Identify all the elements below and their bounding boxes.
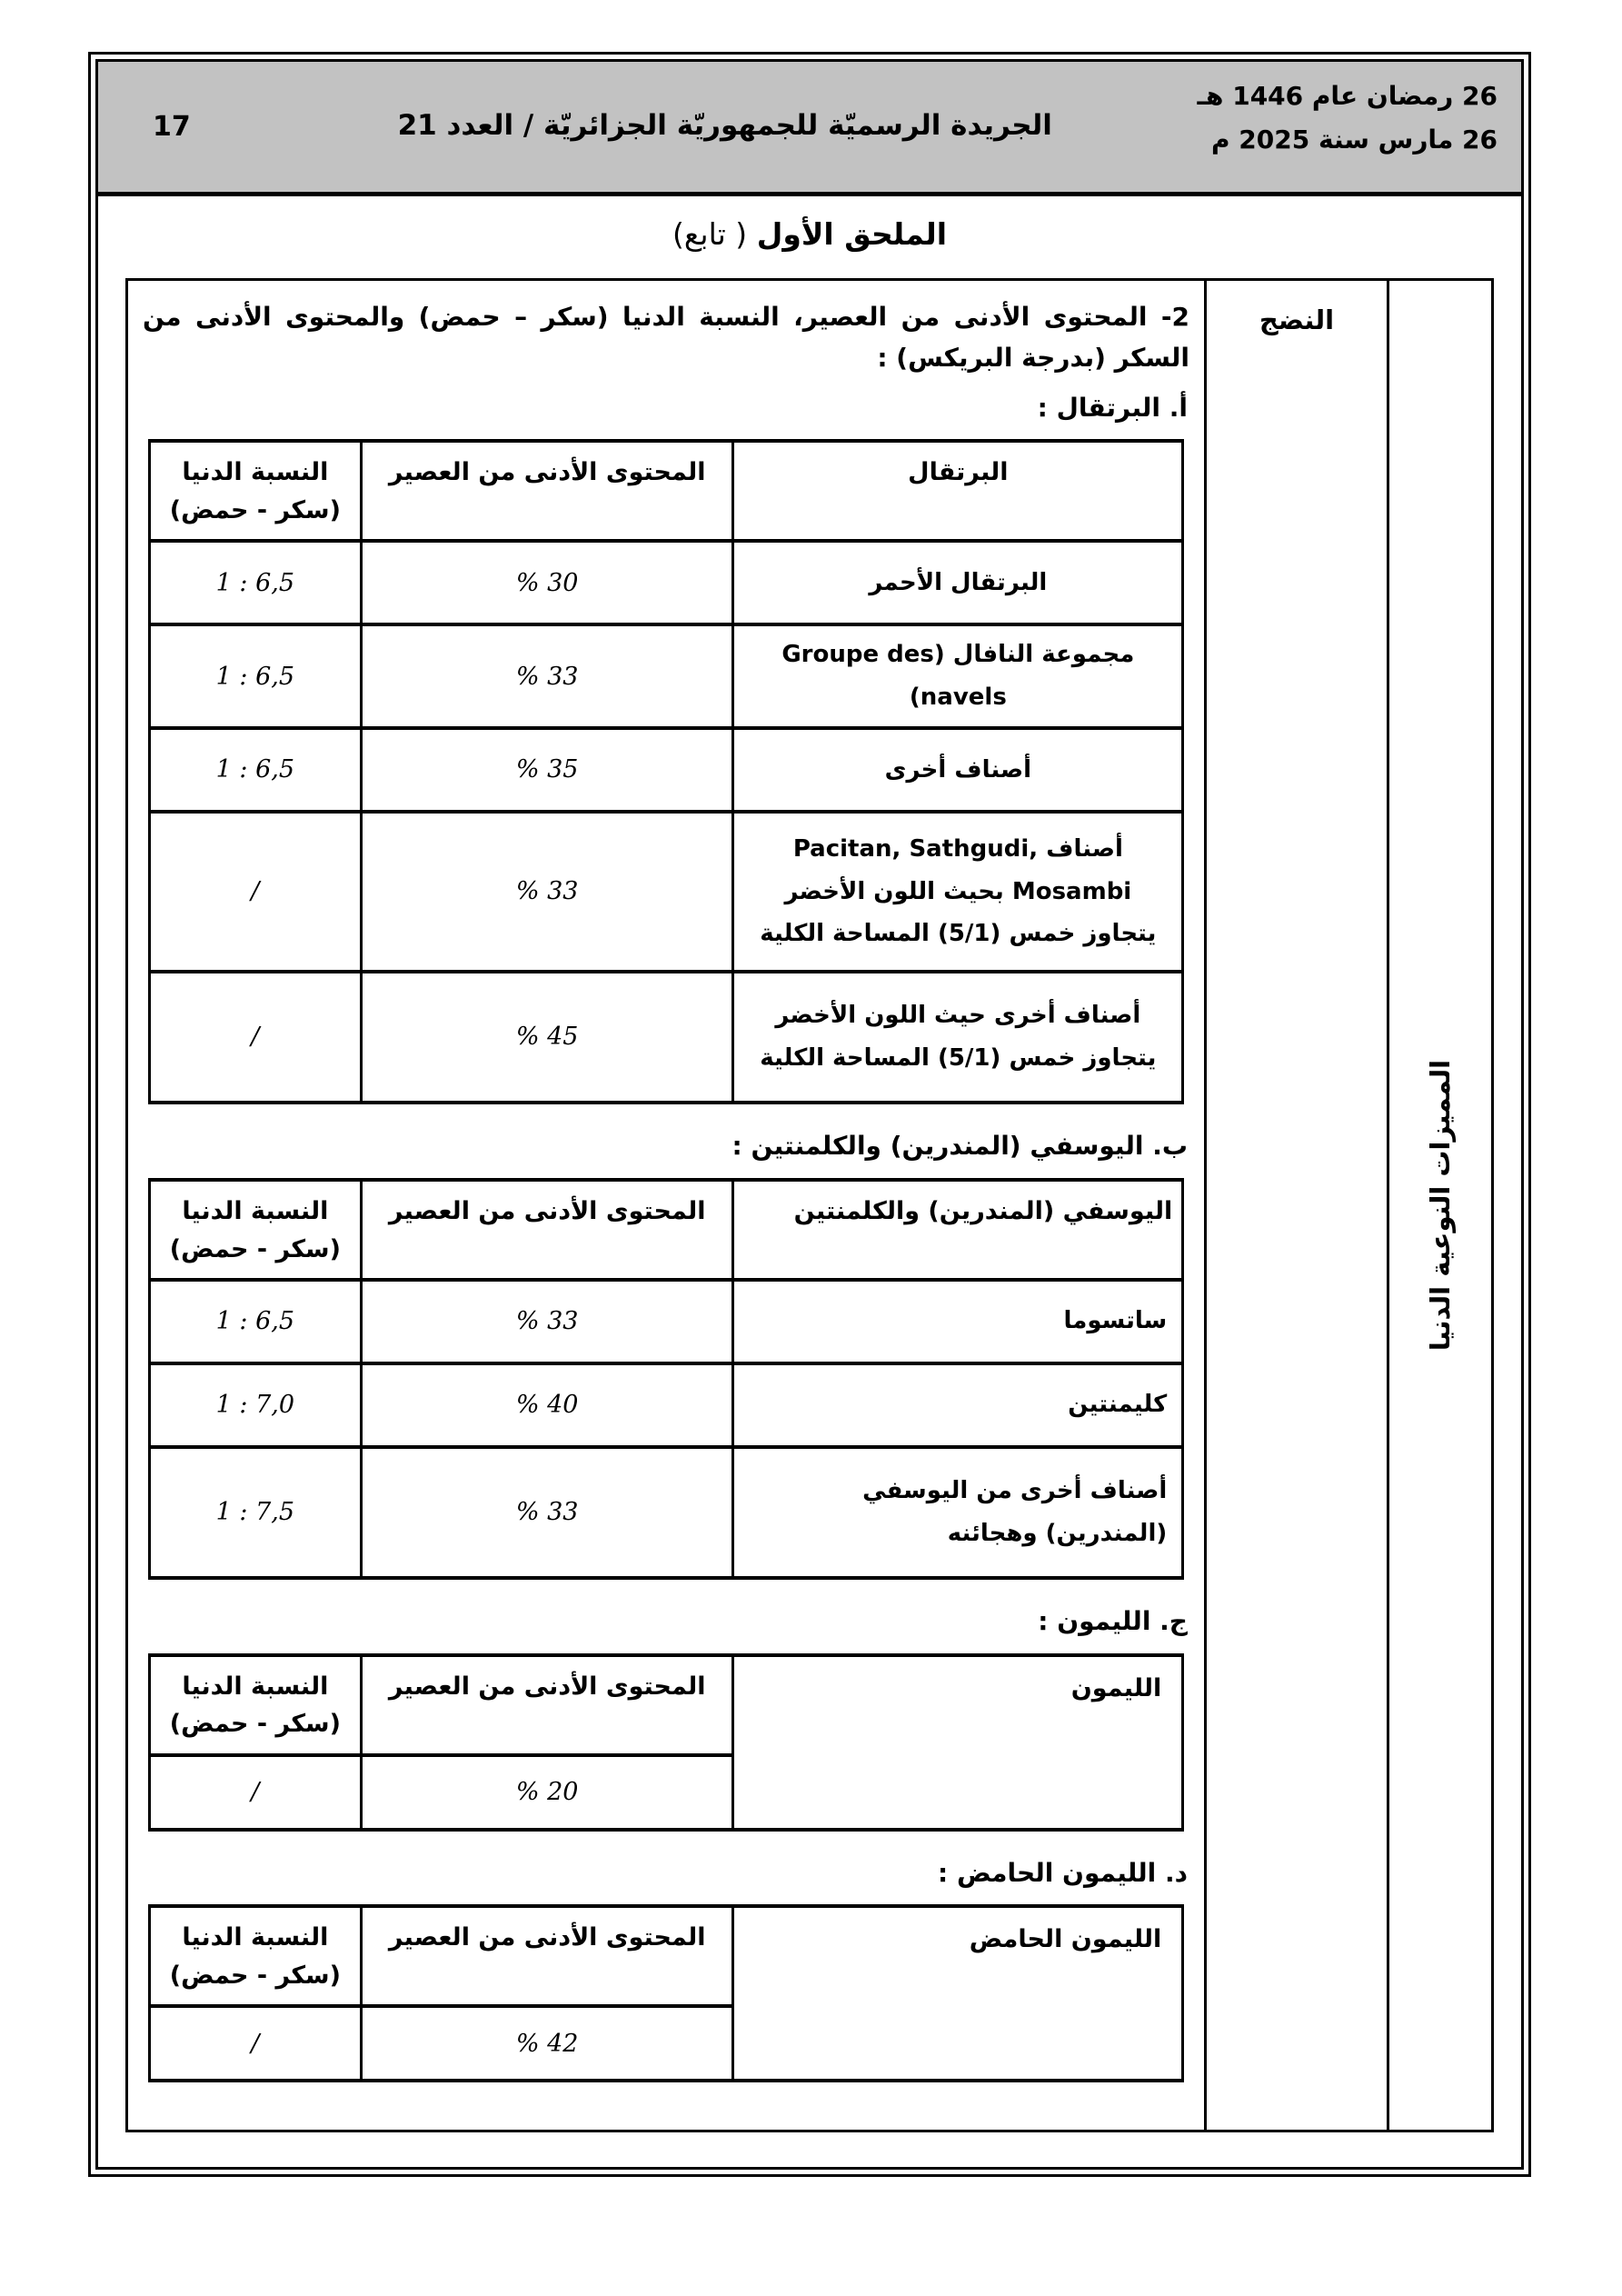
- content-cell: [128, 281, 1204, 2130]
- table-row: [149, 728, 1182, 812]
- gregorian-date: 26 مارس سنة 2025 م: [1211, 124, 1498, 155]
- page-frame-inner: [95, 59, 1524, 2170]
- section-b-title: ب. اليوسفي (المندرين) والكلمنتين :: [731, 1130, 1188, 1161]
- oranges-table: [148, 439, 1184, 1104]
- ratio-value-cell: 1 : 6,5: [149, 728, 361, 812]
- section-d-title: د. الليمون الحامض :: [938, 1857, 1188, 1888]
- table-row: [149, 541, 1182, 624]
- quality-row-group-label: المميزات النوعية الدنيا: [1425, 1059, 1456, 1352]
- ratio-value-cell: /: [149, 2006, 361, 2081]
- juice-value-cell: % 20: [361, 1755, 732, 1830]
- column-header-juice: المحتوى الأدنى من العصير: [361, 1906, 732, 2006]
- annex-title-continuation: ( تابع): [672, 216, 748, 252]
- ratio-value-cell: /: [149, 812, 361, 972]
- fruit-category-cell: مجموعة النافال (Groupe des navels): [733, 624, 1183, 728]
- juice-value-cell: % 33: [361, 1280, 732, 1363]
- column-header-juice: المحتوى الأدنى من العصير: [361, 1180, 732, 1280]
- issue-dates: [1197, 62, 1521, 192]
- intro-line-2: السكر (بدرجة البريكس) :: [877, 342, 1189, 373]
- column-header-juice: المحتوى الأدنى من العصير: [361, 441, 732, 541]
- juice-value-cell: % 33: [361, 1447, 732, 1578]
- juice-value-cell: % 45: [361, 972, 732, 1103]
- header-row: [149, 1655, 1182, 1755]
- annex-title: [98, 216, 1521, 264]
- ratio-value-cell: 1 : 6,5: [149, 541, 361, 624]
- fruit-category-cell: أصناف أخرى من اليوسفي (المندرين) وهجائنه: [733, 1447, 1183, 1578]
- table-row: [149, 972, 1182, 1103]
- journal-title: الجريدة الرسميّة للجمهوريّة الجزائريّة / العدد 21: [397, 108, 1052, 142]
- ratio-value-cell: /: [149, 972, 361, 1103]
- juice-value-cell: % 35: [361, 728, 732, 812]
- page-frame: [88, 52, 1531, 2177]
- annex-title-main: الملحق الأول: [756, 216, 948, 252]
- limes-table: [148, 1904, 1184, 2082]
- fruit-category-cell: أصناف أخرى حيث اللون الأخضر يتجاوز خمس (5/1) المساحة الكلية: [733, 972, 1183, 1103]
- juice-value-cell: % 30: [361, 541, 732, 624]
- fruit-category-cell: أصناف Pacitan, Sathgudi, Mosambi بحيث اللون الأخضر يتجاوز خمس (5/1) المساحة الكلية: [733, 812, 1183, 972]
- page-number: 17: [153, 111, 191, 143]
- mandarins-table: [148, 1178, 1184, 1580]
- column-header-ratio: النسبة الدنيا (سكر - حمض): [149, 441, 361, 541]
- section-c-title: ج. الليمون :: [1038, 1605, 1188, 1636]
- quality-row-group-cell: [1389, 281, 1491, 2130]
- column-header-juice: المحتوى الأدنى من العصير: [361, 1655, 732, 1755]
- characteristics-table: [125, 278, 1494, 2132]
- lemons-table: [148, 1653, 1184, 1832]
- column-header-ratio: النسبة الدنيا (سكر - حمض): [149, 1655, 361, 1755]
- ratio-value-cell: /: [149, 1755, 361, 1830]
- header-row: [149, 441, 1182, 541]
- ratio-value-cell: 1 : 6,5: [149, 624, 361, 728]
- column-header-ratio: النسبة الدنيا (سكر - حمض): [149, 1180, 361, 1280]
- juice-value-cell: % 42: [361, 2006, 732, 2081]
- ratio-value-cell: 1 : 6,5: [149, 1280, 361, 1363]
- table-row: [149, 1363, 1182, 1447]
- table-row: [149, 1280, 1182, 1363]
- fruit-category-cell: كليمنتين: [733, 1363, 1183, 1447]
- table-row: [149, 812, 1182, 972]
- journal-header-bar: [98, 62, 1521, 196]
- section-a-title: أ. البرتقال :: [1037, 392, 1188, 423]
- fruit-category-cell: ساتسوما: [733, 1280, 1183, 1363]
- column-header-ratio: النسبة الدنيا (سكر - حمض): [149, 1906, 361, 2006]
- juice-value-cell: % 33: [361, 624, 732, 728]
- column-header-fruit: الليمون: [733, 1655, 1183, 1830]
- intro-line-1: 2- المحتوى الأدنى من العصير، النسبة الدنيا (سكر – حمض) والمحتوى الأدنى من: [143, 302, 1189, 332]
- header-row: [149, 1180, 1182, 1280]
- fruit-category-cell: أصناف أخرى: [733, 728, 1183, 812]
- maturity-label: النضج: [1259, 304, 1335, 335]
- juice-value-cell: % 40: [361, 1363, 732, 1447]
- juice-value-cell: % 33: [361, 812, 732, 972]
- table-row: [149, 1447, 1182, 1578]
- ratio-value-cell: 1 : 7,5: [149, 1447, 361, 1578]
- column-header-fruit: اليوسفي (المندرين) والكلمنتين: [733, 1180, 1183, 1280]
- maturity-cell: [1204, 281, 1389, 2130]
- column-header-fruit: الليمون الحامض: [733, 1906, 1183, 2081]
- header-row: [149, 1906, 1182, 2006]
- hijri-date: 26 رمضان عام 1446 هـ: [1197, 81, 1498, 111]
- ratio-value-cell: 1 : 7,0: [149, 1363, 361, 1447]
- column-header-fruit: البرتقال: [733, 441, 1183, 541]
- intro-paragraph: [143, 297, 1189, 379]
- fruit-category-cell: البرتقال الأحمر: [733, 541, 1183, 624]
- table-row: [149, 624, 1182, 728]
